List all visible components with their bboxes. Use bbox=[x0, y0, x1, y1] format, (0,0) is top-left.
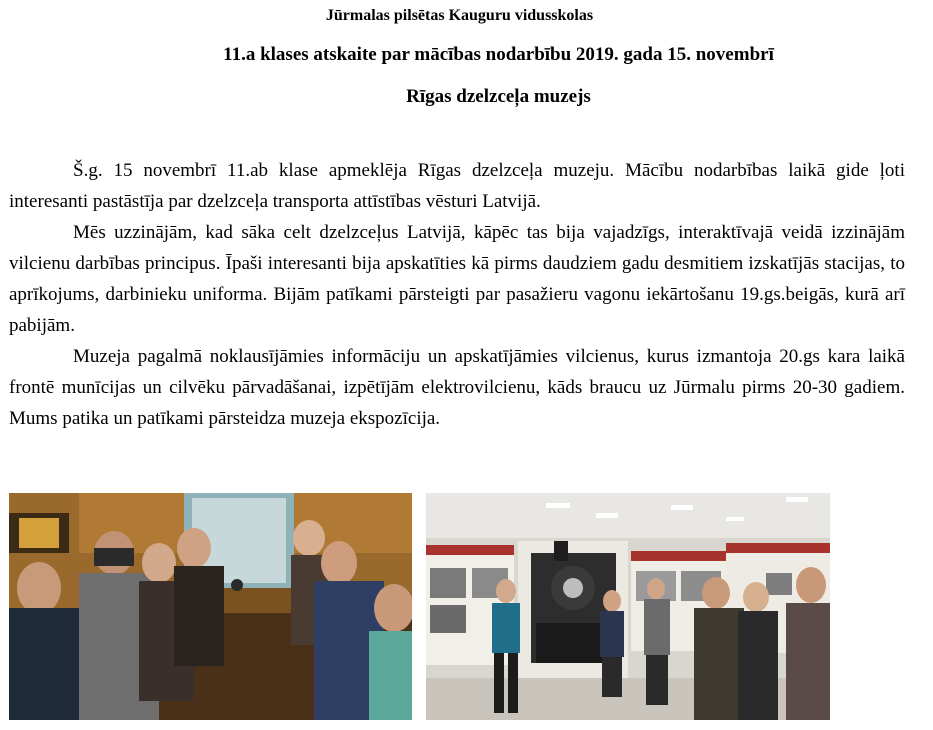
photo-students-in-wagon bbox=[9, 493, 412, 720]
paragraph-1: Š.g. 15 novembrī 11.ab klase apmeklēja Rīgas dzelzceļa muzeju. Mācību nodarbības laikā gide ļoti interesanti pastāstīja par dzelzceļa transporta attīstības vēsturi Latvijā. bbox=[9, 160, 905, 212]
report-title: Rīgas dzelzceļa muzejs bbox=[406, 86, 591, 107]
report-body bbox=[9, 155, 905, 434]
photo-museum-exhibition-image bbox=[426, 493, 830, 720]
photo-students-in-wagon-image bbox=[9, 493, 412, 720]
school-name: Jūrmalas pilsētas Kauguru vidusskolas bbox=[325, 7, 594, 24]
report-subtitle: 11.a klases atskaite par mācības nodarbību 2019. gada 15. novembrī bbox=[223, 44, 774, 65]
paragraph-3: Muzeja pagalmā noklausījāmies informāciju un apskatījāmies vilcienus, kurus izmantoja 20.gs kara laikā frontē munīcijas un cilvēku pārvadāšanai, izpētījām elektrovilcienu, kāds braucu uz Jūrmalu pirms 20-30 gadiem. Mums patika un patīkami pārsteidza muzeja ekspozīcija. bbox=[9, 346, 905, 429]
paragraph-2: Mēs uzzinājām, kad sāka celt dzelzceļus Latvijā, kāpēc tas bija vajadzīgs, interaktīvajā veidā izzinājām vilcienu darbības principus. Īpaši interesanti bija apskatīties kā pirms daudziem gadu desmitiem izskatījās stacijas, to aprīkojums, darbinieku uniforma. Bijām patīkami pārsteigti par pasažieru vagonu iekārtošanu 19.gs.beigās, kurā arī pabijām. bbox=[9, 222, 905, 336]
photo-museum-exhibition bbox=[426, 493, 830, 720]
